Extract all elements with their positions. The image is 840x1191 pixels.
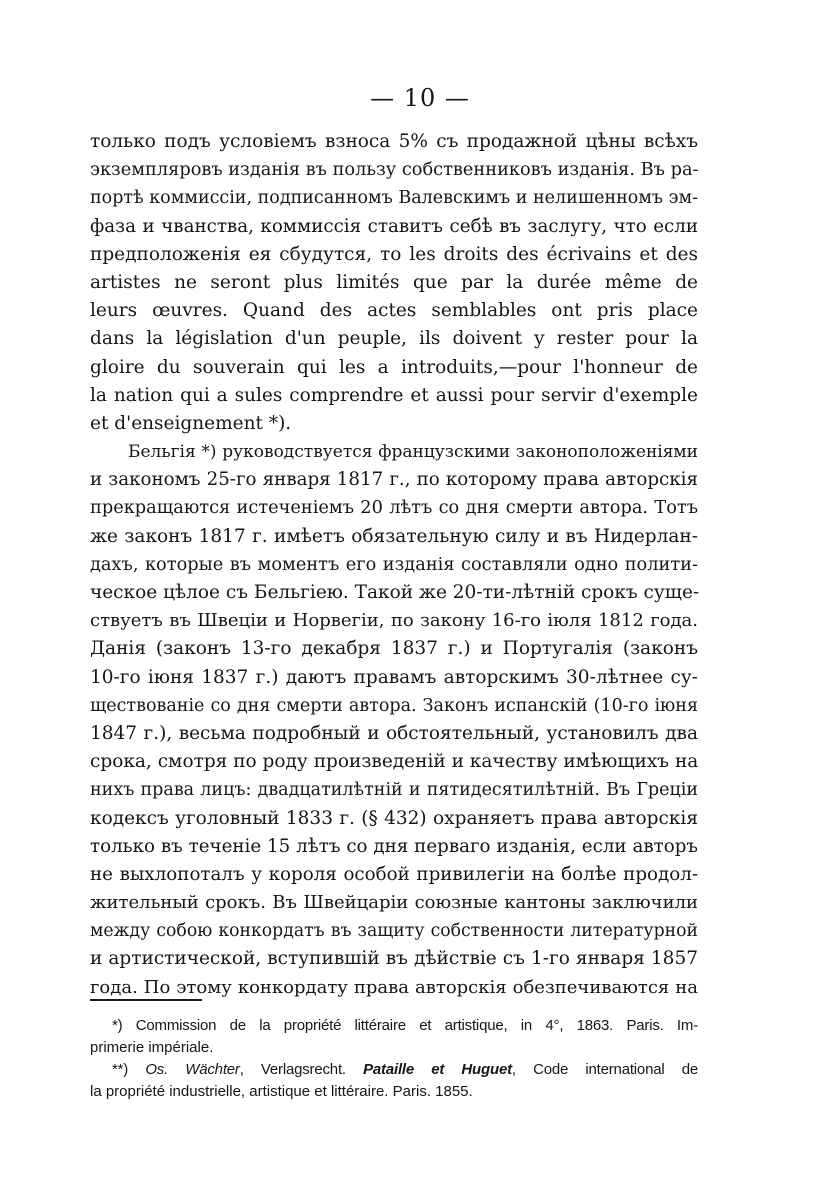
text-line: ствуетъ въ Швеціи и Норвегіи, по закону 16-го іюля 1812 года. — [90, 610, 698, 632]
text-line: же законъ 1817 г. имѣетъ обязательную силу и въ Нидерлан- — [90, 525, 698, 547]
text-line: leurs œuvres. Quand des actes semblables ont pris place — [90, 300, 698, 322]
text-line: кодексъ уголовный 1833 г. (§ 432) охраняетъ права авторскія — [90, 807, 698, 829]
text-line: экземпляровъ изданія въ пользу собственниковъ изданія. Въ ра- — [90, 160, 699, 181]
text-line: нихъ права лицъ: двадцатилѣтній и пятидесятилѣтній. Въ Греціи — [90, 780, 698, 801]
text-line: фаза и чванства, коммиссія ставитъ себѣ въ заслугу, что если — [90, 215, 698, 237]
footnote-2-line: la propriété industrielle, artistique et littéraire. Paris. 1855. — [90, 1083, 473, 1100]
footnote-text: , Verlagsrecht. — [239, 1061, 364, 1078]
text-line: Бельгія *) руководствуется французскими законоположеніями — [128, 442, 698, 463]
footnote-author: Pataille et Huguet — [363, 1061, 512, 1078]
text-line: dans la législation d'un peuple, ils doivent y rester pour la — [90, 328, 698, 350]
text-line: дахъ, которые въ моментъ его изданія составляли одно полити- — [90, 554, 698, 575]
footnotes — [90, 1015, 698, 1103]
footnote-1-line: primerie impériale. — [90, 1039, 214, 1056]
text-line: только въ теченіе 15 лѣтъ со дня перваго изданія, если авторъ — [90, 835, 698, 857]
footnote-marker: **) — [112, 1061, 129, 1078]
text-line: 10-го іюня 1837 г.) даютъ правамъ авторскимъ 30-лѣтнее су- — [90, 666, 698, 688]
footnote-1-line — [90, 1015, 698, 1037]
text-line: ческое цѣлое съ Бельгіею. Такой же 20-ти-лѣтній срокъ суще- — [90, 582, 700, 603]
text-line: ществованіе со дня смерти автора. Законъ испанскій (10-го іюня — [90, 695, 698, 716]
text-line: прекращаются истеченіемъ 20 лѣтъ со дня смерти автора. Тотъ — [90, 498, 698, 519]
footnote-marker: *) — [112, 1017, 123, 1034]
paragraph — [90, 438, 698, 1002]
footnote-author: Os. Wächter — [145, 1061, 240, 1078]
text-line: Данія (законъ 13-го декабря 1837 г.) и Португалія (законъ — [90, 638, 698, 660]
paragraph — [90, 128, 698, 438]
body-text — [90, 128, 698, 1002]
text-line: и закономъ 25-го января 1817 г., по которому права авторскія — [90, 469, 698, 491]
text-line: портѣ коммиссіи, подписанномъ Валевскимъ и нелишенномъ эм- — [90, 188, 698, 209]
text-line: la nation qui a sules comprendre et aussi pour servir d'exemple — [90, 384, 698, 406]
text-line: между собою конкордатъ въ защиту собственности литературной — [90, 921, 698, 942]
text-line: artistes ne seront plus limités que par la durée même de — [90, 271, 698, 293]
footnote-text: , Code international de — [511, 1061, 699, 1078]
text-line: и артистической, вступившій въ дѣйствіе съ 1-го января 1857 — [90, 948, 698, 970]
page-number: — 10 — — [370, 84, 470, 112]
footnote-2-line — [90, 1059, 698, 1081]
text-line: 1847 г.), весьма подробный и обстоятельный, установилъ два — [90, 722, 698, 744]
text-line: жительный срокъ. Въ Швейцаріи союзные кантоны заключили — [90, 892, 698, 914]
text-line: года. По этому конкордату права авторскія обезпечиваются на — [90, 976, 698, 998]
text-line: et d'enseignement *). — [90, 412, 292, 434]
text-line: предположенія ея сбудутся, то les droits des écrivains et des — [90, 243, 698, 265]
text-line: не выхлопоталъ у короля особой привилегіи на болѣе продол- — [90, 863, 698, 885]
text-line: только подъ условіемъ взноса 5% съ продажной цѣны всѣхъ — [90, 131, 698, 152]
text-line: срока, смотря по роду произведеній и качеству имѣющихъ на — [90, 751, 699, 773]
footnote-divider — [90, 999, 202, 1001]
footnote-text: Commission de la propriété littéraire et artistique, in 4°, 1863. Paris. Im- — [135, 1017, 698, 1034]
text-line: gloire du souverain qui les a introduits,—pour l'honneur de — [90, 356, 698, 378]
